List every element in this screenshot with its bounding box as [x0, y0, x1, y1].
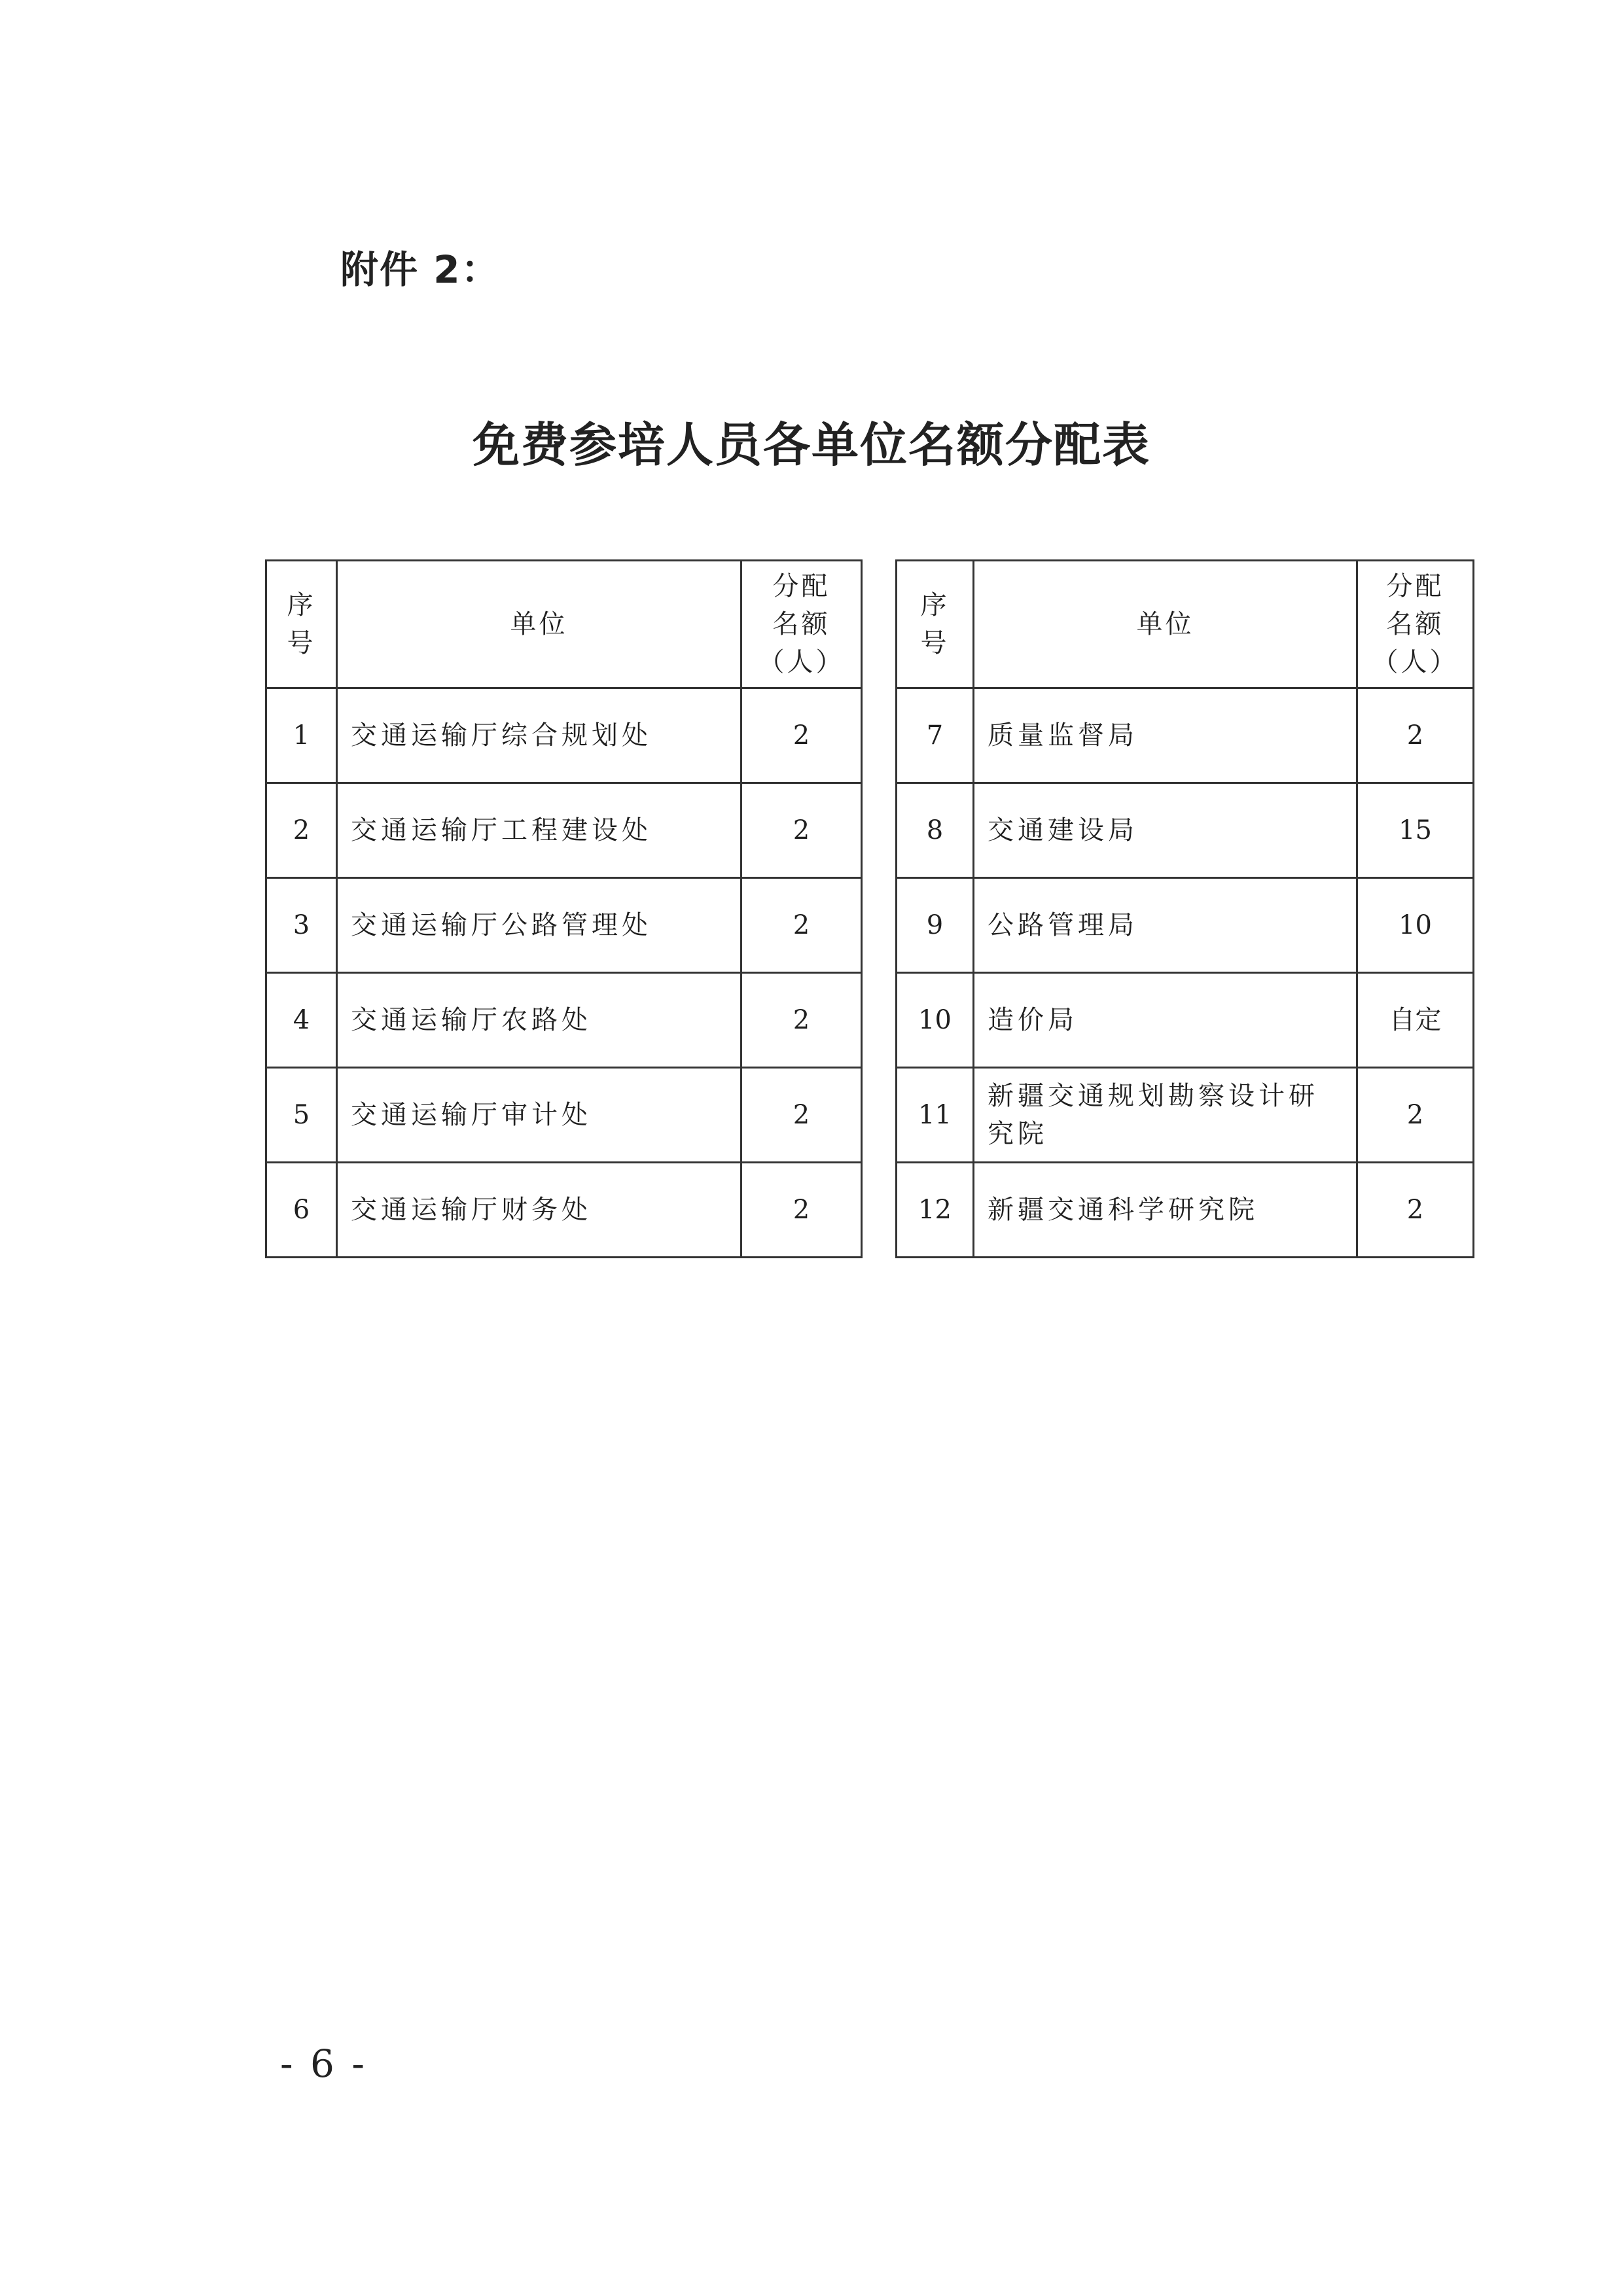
row-no: 3 [266, 878, 337, 973]
row-unit: 交通建设局 [974, 783, 1357, 878]
header-quota [741, 561, 862, 688]
row-quota: 2 [741, 783, 862, 878]
row-no: 1 [266, 688, 337, 783]
header-quota-line: （人） [758, 647, 845, 677]
table-row [897, 688, 1474, 783]
header-unit: 单位 [337, 561, 741, 688]
header-no-line: 序 [920, 590, 950, 620]
row-quota: 2 [741, 878, 862, 973]
row-quota: 15 [1357, 783, 1474, 878]
table-header-row [266, 561, 862, 688]
row-quota: 10 [1357, 878, 1474, 973]
row-no: 6 [266, 1163, 337, 1258]
header-no-line: 号 [920, 628, 950, 658]
row-no: 7 [897, 688, 974, 783]
table-row [897, 1068, 1474, 1163]
row-unit: 公路管理局 [974, 878, 1357, 973]
header-quota-line: （人） [1372, 647, 1459, 677]
row-unit: 交通运输厅公路管理处 [337, 878, 741, 973]
header-quota-line: 分配 [772, 571, 830, 601]
allocation-table-left [265, 559, 863, 1258]
header-no [266, 561, 337, 688]
row-unit: 新疆交通科学研究院 [974, 1163, 1357, 1258]
row-quota: 2 [741, 1068, 862, 1163]
row-unit: 造价局 [974, 973, 1357, 1068]
row-no: 12 [897, 1163, 974, 1258]
table-row [897, 878, 1474, 973]
row-unit: 质量监督局 [974, 688, 1357, 783]
row-no: 10 [897, 973, 974, 1068]
table-row [266, 878, 862, 973]
row-unit: 交通运输厅农路处 [337, 973, 741, 1068]
table-row [266, 1163, 862, 1258]
row-no: 4 [266, 973, 337, 1068]
row-no: 2 [266, 783, 337, 878]
row-quota: 2 [741, 688, 862, 783]
table-header-row [897, 561, 1474, 688]
row-quota: 2 [1357, 1068, 1474, 1163]
row-unit: 交通运输厅审计处 [337, 1068, 741, 1163]
row-no: 11 [897, 1068, 974, 1163]
row-unit: 新疆交通规划勘察设计研究院 [974, 1068, 1357, 1163]
table-row [897, 1163, 1474, 1258]
row-quota: 2 [1357, 688, 1474, 783]
row-quota: 自定 [1357, 973, 1474, 1068]
row-unit: 交通运输厅综合规划处 [337, 688, 741, 783]
table-row [266, 1068, 862, 1163]
table-row [897, 783, 1474, 878]
allocation-table-right [895, 559, 1474, 1258]
attachment-label: 附件 2： [340, 247, 501, 292]
header-unit: 单位 [974, 561, 1357, 688]
row-quota: 2 [741, 1163, 862, 1258]
header-quota-line: 名额 [1386, 609, 1444, 639]
page-number: - 6 - [280, 2041, 367, 2086]
row-no: 8 [897, 783, 974, 878]
row-no: 9 [897, 878, 974, 973]
table-row [266, 783, 862, 878]
row-quota: 2 [1357, 1163, 1474, 1258]
row-unit: 交通运输厅财务处 [337, 1163, 741, 1258]
header-quota [1357, 561, 1474, 688]
page-title: 免费参培人员各单位名额分配表 [472, 417, 1150, 472]
header-no-line: 序 [287, 590, 316, 620]
table-row [266, 688, 862, 783]
row-quota: 2 [741, 973, 862, 1068]
table-row [266, 973, 862, 1068]
header-no-line: 号 [287, 628, 316, 658]
table-row [897, 973, 1474, 1068]
header-quota-line: 名额 [772, 609, 830, 639]
row-no: 5 [266, 1068, 337, 1163]
header-quota-line: 分配 [1386, 571, 1444, 601]
header-no [897, 561, 974, 688]
row-unit: 交通运输厅工程建设处 [337, 783, 741, 878]
